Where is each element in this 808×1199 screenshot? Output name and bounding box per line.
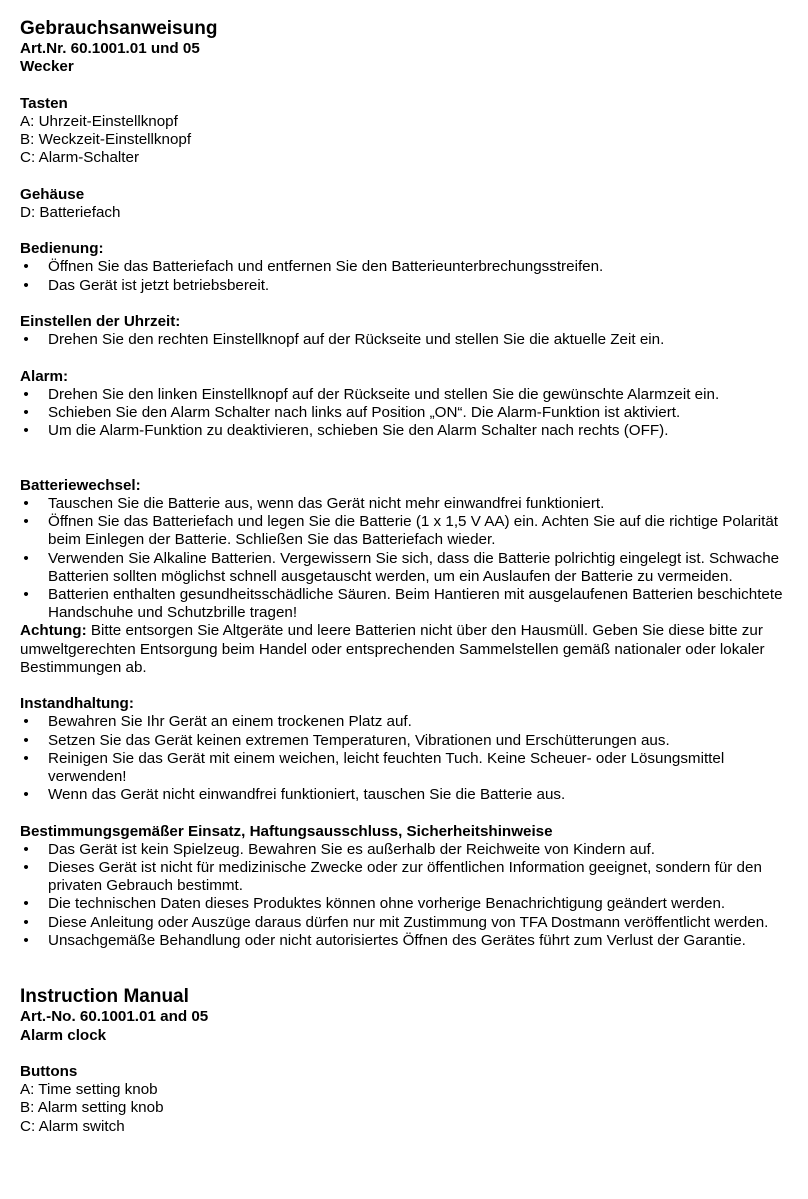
- bullet-icon: •: [23, 859, 29, 877]
- bullet-icon: •: [23, 513, 29, 531]
- section-heading-bedienung: Bedienung:: [20, 240, 104, 258]
- list-item: [20, 495, 790, 513]
- list-item: [20, 422, 790, 440]
- list-item-text: Tauschen Sie die Batterie aus, wenn das Gerät nicht mehr einwandfrei funktioniert.: [48, 494, 605, 512]
- bullet-icon: •: [23, 895, 29, 913]
- bullet-icon: •: [23, 931, 29, 949]
- bullet-icon: •: [23, 494, 29, 512]
- list-item: [20, 732, 790, 750]
- list-item: D: Batteriefach: [20, 203, 121, 221]
- list-item: [20, 404, 790, 422]
- list-item: [20, 750, 790, 786]
- bullet-icon: •: [23, 840, 29, 858]
- list-item: A: Uhrzeit-Einstellknopf: [20, 112, 178, 130]
- section-heading-instandhaltung: Instandhaltung:: [20, 695, 134, 713]
- bullet-icon: •: [23, 586, 29, 603]
- list-item: A: Time setting knob: [20, 1081, 158, 1099]
- list-item: [20, 386, 790, 404]
- list-item-text: Batterien enthalten gesundheitsschädliche Säuren. Beim Hantieren mit ausgelaufenen Batterien beschichtete Handschuhe und Schutzbrille tragen!: [48, 586, 783, 622]
- list-item-text: Bewahren Sie Ihr Gerät an einem trockenen Platz auf.: [48, 713, 412, 731]
- section-heading-buttons: Buttons: [20, 1063, 78, 1081]
- list-item: C: Alarm-Schalter: [20, 149, 140, 167]
- achtung-paragraph: [20, 622, 790, 677]
- list-item-text: Öffnen Sie das Batteriefach und legen Sie die Batterie (1 x 1,5 V AA) ein. Achten Sie auf die richtige Polarität beim Einlegen der Batterie. Schließen Sie das Batteriefach wieder.: [48, 513, 779, 549]
- bullet-icon: •: [23, 276, 29, 294]
- bullet-icon: •: [23, 422, 29, 440]
- list-item-text: Reinigen Sie das Gerät mit einem weichen, leicht feuchten Tuch. Keine Scheuer- oder Lösungsmittel verwenden!: [48, 749, 725, 786]
- bullet-icon: •: [23, 749, 29, 767]
- bullet-icon: •: [23, 731, 29, 749]
- section-heading-tasten: Tasten: [20, 94, 68, 112]
- list-item-text: Wenn das Gerät nicht einwandfrei funktioniert, tauschen Sie die Batterie aus.: [48, 786, 566, 804]
- bullet-list: [20, 495, 790, 622]
- list-item: [20, 258, 790, 276]
- list-item: [20, 932, 790, 950]
- bullet-list: [20, 258, 790, 294]
- list-item-text: Diese Anleitung oder Auszüge daraus dürfen nur mit Zustimmung von TFA Dostmann veröffentlicht werden.: [48, 913, 769, 931]
- list-item: [20, 550, 790, 586]
- list-item: [20, 277, 790, 295]
- list-item: [20, 713, 790, 731]
- bullet-icon: •: [23, 786, 29, 804]
- product-name: Wecker: [20, 58, 74, 76]
- english-article-number: Art.-No. 60.1001.01 and 05: [20, 1008, 209, 1026]
- list-item: C: Alarm switch: [20, 1117, 125, 1135]
- english-title: Instruction Manual: [20, 986, 189, 1008]
- list-item: [20, 841, 790, 859]
- bullet-icon: •: [23, 258, 29, 276]
- list-item-text: Dieses Gerät ist nicht für medizinische Zwecke oder zur öffentlichen Information geeignet, sondern für den privaten Gebrauch bestimmt.: [48, 859, 762, 895]
- achtung-label: Achtung:: [20, 622, 87, 640]
- section-heading-sicherheit: Bestimmungsgemäßer Einsatz, Haftungsausschluss, Sicherheitshinweise: [20, 822, 553, 840]
- bullet-icon: •: [23, 549, 29, 567]
- bullet-icon: •: [23, 913, 29, 931]
- english-product-name: Alarm clock: [20, 1026, 107, 1044]
- achtung-text: Bitte entsorgen Sie Altgeräte und leere Batterien nicht über den Hausmüll. Geben Sie diese bitte zur umweltgerechten Entsorgung beim Handel oder entsprechenden Sammelstellen gemäß nationaler oder lokaler Bestimmungen ab.: [20, 622, 765, 676]
- list-item-text: Die technischen Daten dieses Produktes können ohne vorherige Benachrichtigung geändert werden.: [48, 895, 726, 913]
- bullet-icon: •: [23, 385, 29, 403]
- bullet-list: [20, 713, 790, 804]
- bullet-list: [20, 841, 790, 950]
- list-item-text: Drehen Sie den rechten Einstellknopf auf der Rückseite und stellen Sie die aktuelle Zeit ein.: [48, 331, 665, 349]
- bullet-icon: •: [23, 713, 29, 731]
- list-item-text: Das Gerät ist kein Spielzeug. Bewahren Sie es außerhalb der Reichweite von Kindern auf.: [48, 840, 655, 858]
- section-heading-alarm: Alarm:: [20, 367, 69, 385]
- bullet-icon: •: [23, 403, 29, 421]
- bullet-icon: •: [23, 331, 29, 349]
- list-item: [20, 914, 790, 932]
- list-item: [20, 513, 790, 549]
- list-item: [20, 895, 790, 913]
- list-item: [20, 586, 790, 622]
- list-item-text: Das Gerät ist jetzt betriebsbereit.: [48, 276, 270, 294]
- list-item: [20, 331, 790, 349]
- list-item: [20, 859, 790, 895]
- section-heading-batteriewechsel: Batteriewechsel:: [20, 476, 141, 494]
- list-item: B: Weckzeit-Einstellknopf: [20, 131, 192, 148]
- list-item-text: Verwenden Sie Alkaline Batterien. Vergewissern Sie sich, dass die Batterie polrichtig eingelegt ist. Schwache Batterien sollten möglichst schnell ausgetauscht werden, um ein Auslaufen der Batterie zu vermeiden.: [48, 549, 780, 585]
- list-item-text: Unsachgemäße Behandlung oder nicht autorisiertes Öffnen des Gerätes führt zum Verlust der Garantie.: [48, 931, 746, 949]
- list-item-text: Drehen Sie den linken Einstellknopf auf der Rückseite und stellen Sie die gewünschte Alarmzeit ein.: [48, 385, 720, 403]
- section-heading-gehaeuse: Gehäuse: [20, 185, 85, 203]
- section-heading-uhrzeit: Einstellen der Uhrzeit:: [20, 312, 181, 330]
- bullet-list: [20, 331, 790, 349]
- list-item-text: Schieben Sie den Alarm Schalter nach links auf Position „ON“. Die Alarm-Funktion ist aktiviert.: [48, 403, 681, 421]
- document-title: Gebrauchsanweisung: [20, 18, 218, 39]
- list-item-text: Um die Alarm-Funktion zu deaktivieren, schieben Sie den Alarm Schalter nach rechts (OFF).: [48, 422, 669, 440]
- list-item-text: Setzen Sie das Gerät keinen extremen Temperaturen, Vibrationen und Erschütterungen aus.: [48, 731, 670, 749]
- list-item: [20, 786, 790, 804]
- list-item: B: Alarm setting knob: [20, 1099, 164, 1117]
- article-number: Art.Nr. 60.1001.01 und 05: [20, 40, 200, 57]
- list-item-text: Öffnen Sie das Batteriefach und entfernen Sie den Batterieunterbrechungsstreifen.: [48, 258, 604, 276]
- bullet-list: [20, 386, 790, 441]
